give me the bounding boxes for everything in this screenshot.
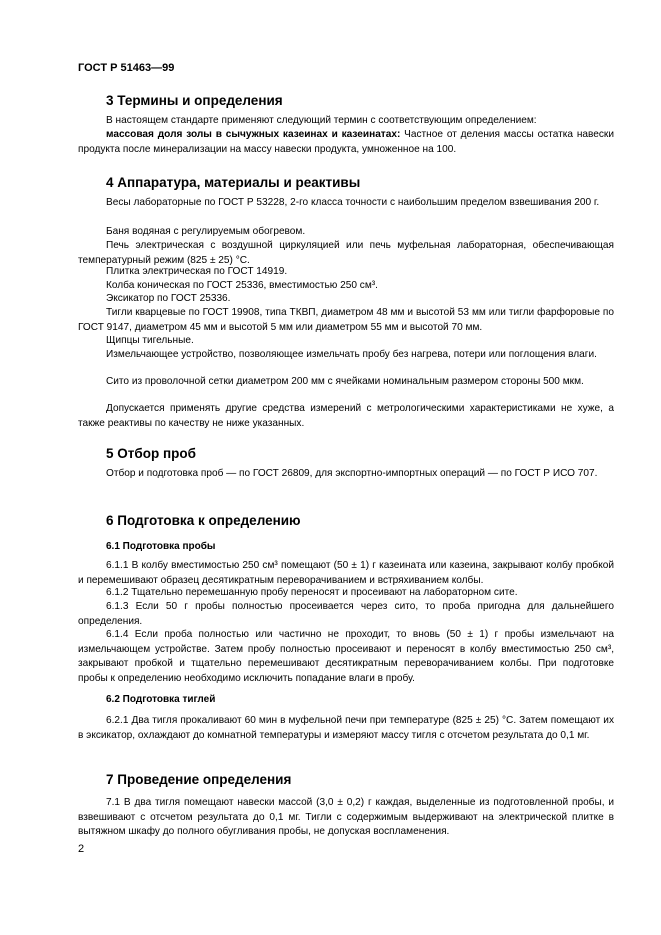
s4-item: Эксикатор по ГОСТ 25336. <box>106 293 231 304</box>
subsection-6-2-title: 6.2 Подготовка тиглей <box>106 694 216 705</box>
s4-item: Плитка электрическая по ГОСТ 14919. <box>106 266 288 277</box>
section-3-title: 3 Термины и определения <box>106 93 283 108</box>
s6-paragraph-6-1-3: 6.1.3 Если 50 г пробы полностью просеивается через сито, то проба пригодна для дальнейшего определения. <box>78 601 614 627</box>
s3-term: массовая доля золы в сычужных казеинах и казеинатах: <box>106 129 401 140</box>
section-4-title: 4 Аппаратура, материалы и реактивы <box>106 175 361 190</box>
s6-paragraph-6-1-2: 6.1.2 Тщательно перемешанную пробу переносят и просеивают на лабораторном сите. <box>106 587 518 598</box>
s5-paragraph: Отбор и подготовка проб — по ГОСТ 26809, для экспортно-импортных операций — по ГОСТ Р ИСО 707. <box>106 468 598 479</box>
s4-item: Весы лабораторные по ГОСТ Р 53228, 2-го класса точности с наибольшим пределом взвешивания 200 г. <box>106 197 600 208</box>
section-6-title: 6 Подготовка к определению <box>106 513 301 528</box>
s4-item: Колба коническая по ГОСТ 25336, вместимостью 250 см³. <box>106 280 378 291</box>
s4-item: Допускается применять другие средства измерений с метрологическими характеристиками не хуже, а также реактивы по качеству не ниже указанных. <box>78 403 614 429</box>
section-7-title: 7 Проведение определения <box>106 772 292 787</box>
s4-item: Печь электрическая с воздушной циркуляцией или печь муфельная лабораторная, обеспечивающая температурный режим (825 ± 25) °С. <box>78 240 614 266</box>
s4-item: Тигли кварцевые по ГОСТ 19908, типа ТКВП, диаметром 48 мм и высотой 53 мм или тигли фарфоровые по ГОСТ 9147, диаметром 45 мм и высотой 5 мм или диаметром 55 мм и высотой 70 мм. <box>78 307 614 333</box>
s4-item: Щипцы тигельные. <box>106 335 194 346</box>
s4-item: Баня водяная с регулируемым обогревом. <box>106 226 306 237</box>
s6-paragraph-6-1-4: 6.1.4 Если проба полностью или частично не проходит, то вновь (50 ± 1) г пробы измельчают на измельчающем устройстве. Затем пробу полностью просеивают и переносят в колбу вместимостью 250 см³, закрывают пробкой и тщательно перемешивают десятикратным переворачиванием колбы. При подготовке пробы к определению необходимо исключить попадание влаги в пробу. <box>78 629 614 684</box>
subsection-6-1-title: 6.1 Подготовка пробы <box>106 541 216 552</box>
s7-paragraph-7-1: 7.1 В два тигля помещают навески массой (3,0 ± 0,2) г каждая, выделенные из подготовленной пробы, и взвешивают с отсчетом результата до 0,1 мг. Тигли с содержимым выдерживают на электрической плитке в вытяжном шкафу до полного обугливания пробы, не допуская воспламенения. <box>78 797 614 837</box>
section-5-title: 5 Отбор проб <box>106 446 196 461</box>
s4-item: Сито из проволочной сетки диаметром 200 мм с ячейками номинальным размером стороны 500 мкм. <box>106 376 584 387</box>
s3-term-definition: Частное от деления массы остатка навески продукта после минерализации на массу навески продукта, умноженное на 100. <box>78 129 614 155</box>
s4-item: Измельчающее устройство, позволяющее измельчать пробу без нагрева, потери или поглощения влаги. <box>106 349 597 360</box>
s6-paragraph-6-1-1: 6.1.1 В колбу вместимостью 250 см³ помещают (50 ± 1) г казеината или казеина, закрывают колбу пробкой и перемешивают образец десятикратным переворачиванием и встряхиванием колбы. <box>78 560 614 586</box>
s6-paragraph-6-2-1: 6.2.1 Два тигля прокаливают 60 мин в муфельной печи при температуре (825 ± 25) °С. Затем помещают их в эксикатор, охлаждают до комнатной температуры и измеряют массу тигля с отсчетом результата до 0,1 мг. <box>78 715 614 741</box>
document-header: ГОСТ Р 51463—99 <box>78 62 175 74</box>
page-number: 2 <box>78 843 85 855</box>
s3-paragraph: В настоящем стандарте применяют следующий термин с соответствующим определением: <box>106 115 537 126</box>
s3-definition <box>78 128 614 157</box>
